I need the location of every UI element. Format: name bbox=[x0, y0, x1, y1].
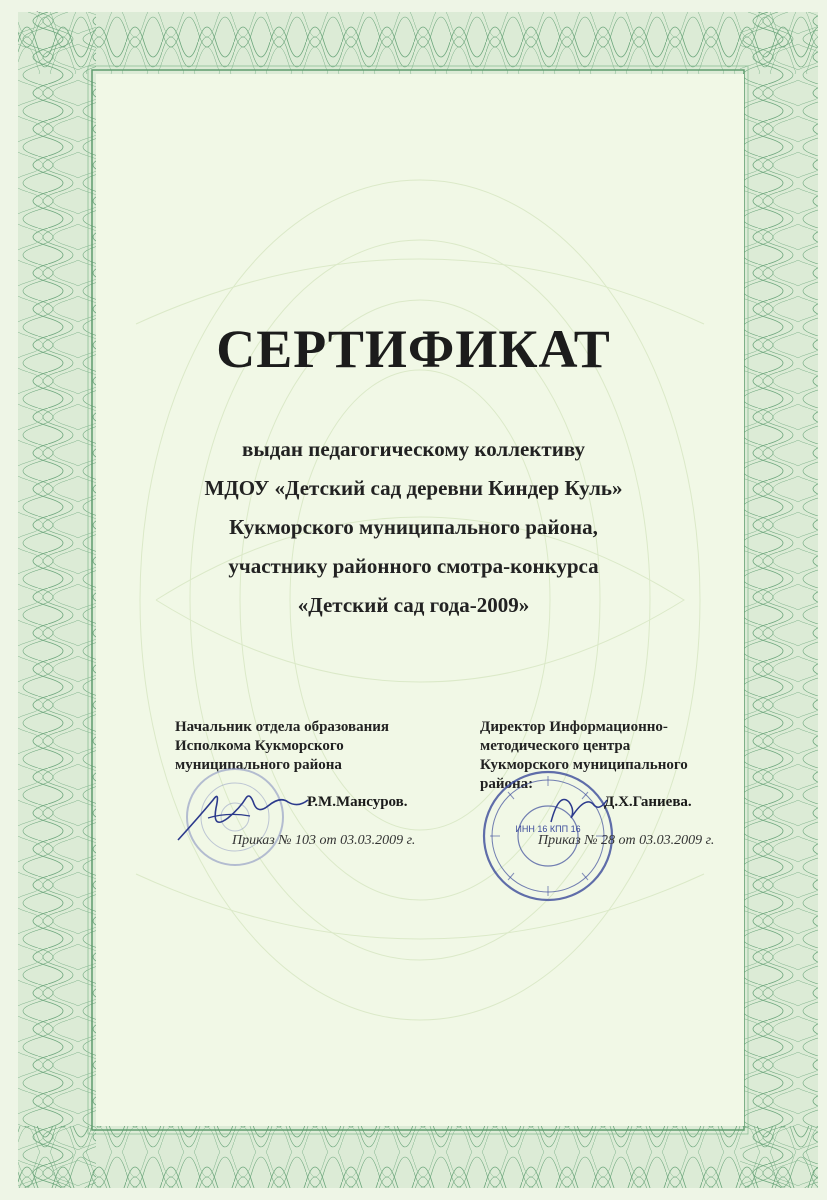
body-line: участнику районного смотра-конкурса bbox=[228, 554, 599, 578]
title-line: Начальник отдела образования bbox=[175, 719, 389, 735]
title-line: Исполкома Кукморского bbox=[175, 738, 344, 754]
body-line: выдан педагогическому коллективу bbox=[242, 437, 585, 461]
title-line: района: bbox=[480, 776, 534, 792]
right-signatory-name: Д.Х.Ганиева. bbox=[604, 794, 692, 810]
right-order: Приказ № 28 от 03.03.2009 г. bbox=[538, 833, 715, 848]
body-line: Кукморского муниципального района, bbox=[229, 515, 598, 539]
left-order: Приказ № 103 от 03.03.2009 г. bbox=[232, 833, 416, 848]
title-line: Директор Информационно- bbox=[480, 719, 668, 735]
body-line: МДОУ «Детский сад деревни Киндер Куль» bbox=[204, 476, 623, 500]
certificate-body bbox=[100, 430, 727, 625]
title-line: Кукморского муниципального bbox=[480, 757, 688, 773]
certificate-title: СЕРТИФИКАТ bbox=[216, 319, 611, 379]
body-line: «Детский сад года-2009» bbox=[297, 593, 530, 617]
stamp-text: ИНН 16 КПП 16 bbox=[515, 824, 581, 834]
title-line: муниципального района bbox=[175, 757, 342, 773]
left-signatory-name: Р.М.Мансуров. bbox=[307, 794, 408, 810]
title-line: методического центра bbox=[480, 738, 631, 754]
